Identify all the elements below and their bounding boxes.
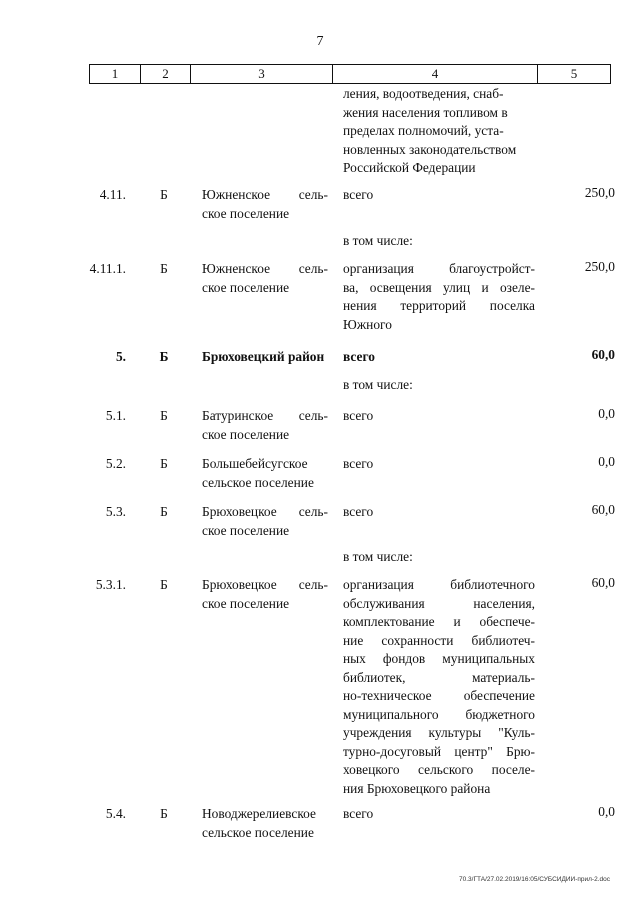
row-name-line: Батуринское сель- — [202, 408, 328, 423]
row-description-line: библиотек, материаль- — [343, 669, 535, 685]
row-value: 60,0 — [591, 347, 615, 362]
row-description-line: обслуживания населения, — [343, 595, 535, 611]
row-category: Б — [160, 187, 168, 202]
row-description-line: ние сохранности библиотеч- — [343, 632, 535, 648]
row-name-line: ское поселение — [202, 522, 290, 538]
header-col-4: 4 — [332, 65, 537, 83]
row-description-line: ных фондов муниципальных — [343, 651, 535, 666]
row-description-line: организация библиотечного — [343, 577, 535, 592]
row-description-line: организация благоустройст- — [343, 261, 535, 276]
row-name-line: сельское поселение — [202, 474, 314, 490]
row-description-line: комплектование и обеспече- — [343, 614, 535, 629]
row-description-line: турно-досуговый центр" Брю- — [343, 743, 535, 759]
table-header — [89, 64, 611, 84]
in-that-number-label: в том числе: — [343, 549, 413, 564]
header-col-3: 3 — [190, 65, 332, 83]
row-value: 60,0 — [591, 502, 615, 517]
row-number: 4.11. — [99, 187, 126, 202]
continuation-text — [343, 85, 535, 178]
row-number: 5.3. — [105, 504, 126, 519]
row-value: 0,0 — [598, 454, 615, 469]
row-description: всего — [343, 806, 374, 821]
row-value: 250,0 — [584, 259, 615, 274]
row-name-line: ское поселение — [202, 426, 290, 442]
row-description: всего — [343, 349, 375, 364]
row-value: 0,0 — [598, 406, 615, 421]
row-name — [202, 260, 328, 297]
row-name — [202, 407, 328, 444]
row-name — [202, 805, 328, 842]
row-name-line: Новоджерелиевское — [202, 806, 316, 821]
continuation-line: пределах полномочий, уста- — [343, 123, 504, 138]
row-number: 5.4. — [105, 806, 126, 821]
row-number: 5.2. — [105, 456, 126, 471]
row-description-line: нения территорий поселка — [343, 298, 535, 313]
row-category: Б — [160, 806, 168, 821]
row-value: 250,0 — [584, 185, 615, 200]
row-name — [202, 503, 328, 540]
file-path-footer: 70.3/ГТА/27.02.2019/16:05/СУБСИДИИ-прил-2.doc — [459, 876, 610, 883]
row-name-line: ское поселение — [202, 205, 290, 221]
row-description-line: Южного — [343, 316, 392, 332]
header-col-5: 5 — [537, 65, 610, 83]
row-number: 4.11.1. — [89, 261, 126, 276]
row-category: Б — [160, 456, 168, 471]
row-name-line: Южненское сель- — [202, 187, 328, 202]
continuation-line: жения населения топливом в — [343, 104, 508, 120]
in-that-number-label: в том числе: — [343, 377, 413, 392]
row-description-line: муниципального бюджетного — [343, 706, 535, 722]
row-description-line: учреждения культуры "Куль- — [343, 725, 535, 740]
row-name-line: сельское поселение — [202, 824, 314, 840]
row-name: Брюховецкий район — [202, 349, 325, 364]
row-category: Б — [160, 504, 168, 519]
row-description-line: ния Брюховецкого района — [343, 780, 491, 796]
row-description: всего — [343, 456, 374, 471]
row-name-line: Брюховецкое сель- — [202, 504, 328, 519]
in-that-number-label: в том числе: — [343, 233, 413, 248]
row-description: всего — [343, 504, 374, 519]
row-name — [202, 186, 328, 223]
header-col-2: 2 — [140, 65, 190, 83]
row-value: 60,0 — [591, 575, 615, 590]
row-name-line: Большебейсугское — [202, 456, 308, 471]
row-description — [343, 576, 535, 798]
row-category: Б — [160, 577, 168, 592]
row-description: всего — [343, 187, 374, 202]
row-category: Б — [159, 349, 169, 364]
continuation-line: Российской Федерации — [343, 160, 476, 175]
row-value: 0,0 — [598, 804, 615, 819]
row-description-line: ва, освещения улиц и озеле- — [343, 279, 535, 295]
row-name — [202, 576, 328, 613]
row-description-line: но-техническое обеспечение — [343, 688, 535, 703]
row-number: 5.3.1. — [95, 577, 126, 592]
continuation-line: ления, водоотведения, снаб- — [343, 86, 504, 101]
row-description: всего — [343, 408, 374, 423]
row-number: 5. — [115, 349, 126, 364]
header-col-1: 1 — [111, 66, 119, 81]
row-category: Б — [160, 408, 168, 423]
row-name-line: ское поселение — [202, 595, 290, 611]
row-description — [343, 260, 535, 334]
row-number: 5.1. — [105, 408, 126, 423]
page-number: 7 — [316, 34, 324, 49]
row-name — [202, 455, 328, 492]
row-name-line: ское поселение — [202, 279, 290, 295]
row-category: Б — [160, 261, 168, 276]
row-name-line: Брюховецкое сель- — [202, 577, 328, 592]
row-description-line: ховецкого сельского поселе- — [343, 762, 535, 777]
continuation-line: новленных законодательством — [343, 141, 517, 157]
row-name-line: Южненское сель- — [202, 261, 328, 276]
